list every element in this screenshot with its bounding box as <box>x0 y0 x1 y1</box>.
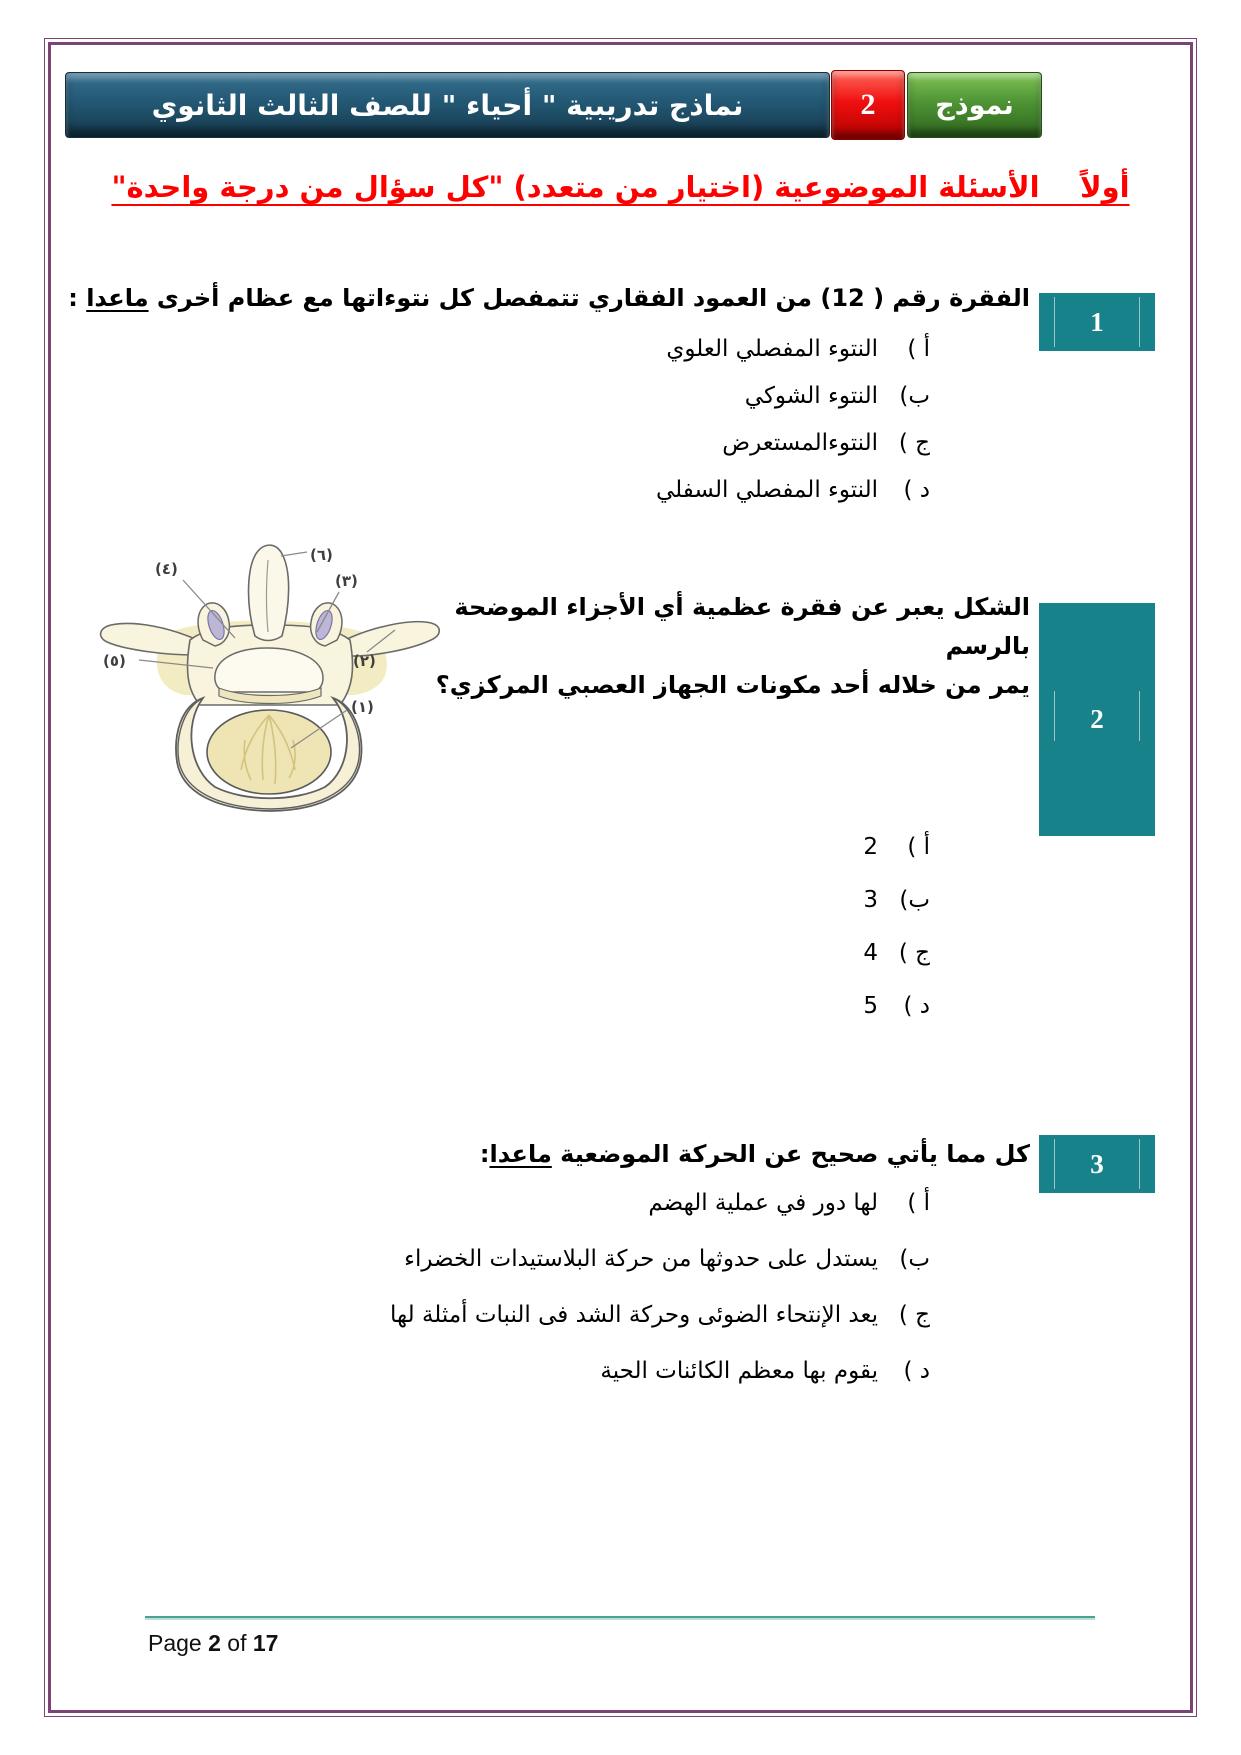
left-transverse-process <box>101 623 195 655</box>
option-text: 3 <box>863 887 878 913</box>
option-text: يقوم بها معظم الكائنات الحية <box>600 1358 878 1384</box>
option-letter: ب) <box>899 1246 930 1272</box>
question-3-stem-underlined: ماعدا <box>489 1140 552 1168</box>
diagram-label-4: (٤) <box>155 560 178 578</box>
question-3-option-b <box>390 1244 930 1274</box>
question-3-option-c <box>390 1300 930 1330</box>
question-3-options <box>390 1188 930 1412</box>
question-1-options <box>656 334 930 522</box>
option-text: النتوء المفصلي العلوي <box>666 336 878 362</box>
option-letter: ج ) <box>898 1302 930 1328</box>
right-transverse-process <box>345 622 439 656</box>
option-letter: أ ) <box>907 834 930 860</box>
question-2-option-a <box>863 832 930 862</box>
diagram-label-1: (١) <box>351 698 374 716</box>
option-text: يعد الإنتحاء الضوئى وحركة الشد فى النبات أمثلة لها <box>390 1302 878 1328</box>
option-text: 5 <box>863 993 878 1019</box>
model-label: نموذج <box>935 89 1014 121</box>
option-letter: د ) <box>903 993 930 1019</box>
page-number <box>148 1630 278 1657</box>
header-title: نماذج تدريبية " أحياء " للصف الثالث الثانوي <box>151 88 744 122</box>
header-title-bar <box>65 72 830 138</box>
question-2-stem-line2: يمر من خلاله أحد مكونات الجهاز العصبي المركزي؟ <box>435 671 1030 699</box>
option-text: لها دور في عملية الهضم <box>648 1190 878 1216</box>
section-title: أولاً الأسئلة الموضوعية (اختيار من متعدد) "كل سؤال من درجة واحدة" <box>111 170 1130 204</box>
model-number-badge <box>831 70 905 140</box>
footer-page-number: 2 <box>208 1630 221 1656</box>
option-text: 4 <box>863 940 878 966</box>
option-letter: أ ) <box>907 1190 930 1216</box>
option-letter: ج ) <box>898 940 930 966</box>
question-1-option-c <box>656 428 930 458</box>
question-1-stem-underlined: ماعدا <box>86 284 149 312</box>
question-2-option-c <box>863 938 930 968</box>
diagram-label-5: (٥) <box>103 652 126 670</box>
question-1-option-d <box>656 475 930 505</box>
question-3-option-d <box>390 1356 930 1386</box>
option-letter: ب) <box>899 887 930 913</box>
vertebra-diagram <box>95 540 445 840</box>
question-2-options <box>863 832 930 1044</box>
question-3-stem-text: كل مما يأتي صحيح عن الحركة الموضعية <box>551 1140 1030 1168</box>
question-2-number: 2 <box>1090 704 1104 734</box>
question-1-option-a <box>656 334 930 364</box>
question-3-stem <box>480 1140 1030 1168</box>
question-2-option-b <box>863 885 930 915</box>
option-text: النتوء المفصلي السفلي <box>656 477 878 503</box>
option-letter: أ ) <box>907 336 930 362</box>
question-2-stem-line1: الشكل يعبر عن فقرة عظمية أي الأجزاء الموضحة بالرسم <box>454 593 1030 660</box>
question-1-stem <box>68 284 1030 312</box>
question-1-number: 1 <box>1090 306 1104 337</box>
question-3-option-a <box>390 1188 930 1218</box>
diagram-label-2: (٢) <box>353 652 376 670</box>
footer-divider-line <box>145 1616 1095 1618</box>
question-3-stem-colon: : <box>479 1140 490 1168</box>
question-3-number: 3 <box>1090 1148 1104 1179</box>
vertebral-body-inner <box>207 710 331 794</box>
option-text: النتوءالمستعرض <box>722 430 878 456</box>
question-1-number-box <box>1039 293 1155 351</box>
option-letter: د ) <box>903 477 930 503</box>
model-label-badge <box>907 72 1042 138</box>
option-text: 2 <box>863 834 878 860</box>
option-letter: د ) <box>903 1358 930 1384</box>
footer-total-pages: 17 <box>252 1630 279 1656</box>
question-3-number-box <box>1039 1135 1155 1193</box>
question-1-stem-text: الفقرة رقم ( 12) من العمود الفقاري تتمفصل كل نتوءاتها مع عظام أخرى <box>148 284 1030 312</box>
option-letter: ج ) <box>898 430 930 456</box>
question-2-number-box <box>1039 603 1155 836</box>
question-2-stem <box>430 588 1030 705</box>
model-number: 2 <box>860 88 876 121</box>
diagram-label-3: (٣) <box>335 572 358 590</box>
footer-prefix: Page <box>148 1630 209 1656</box>
question-1-stem-colon: : <box>68 284 87 312</box>
option-text: يستدل على حدوثها من حركة البلاستيدات الخضراء <box>404 1246 878 1272</box>
spinous-process <box>249 545 289 640</box>
question-2-option-d <box>863 991 930 1021</box>
option-text: النتوء الشوكي <box>744 383 878 409</box>
option-letter: ب) <box>899 383 930 409</box>
footer-of: of <box>220 1630 253 1656</box>
question-1-option-b <box>656 381 930 411</box>
diagram-label-6: (٦) <box>310 546 333 564</box>
